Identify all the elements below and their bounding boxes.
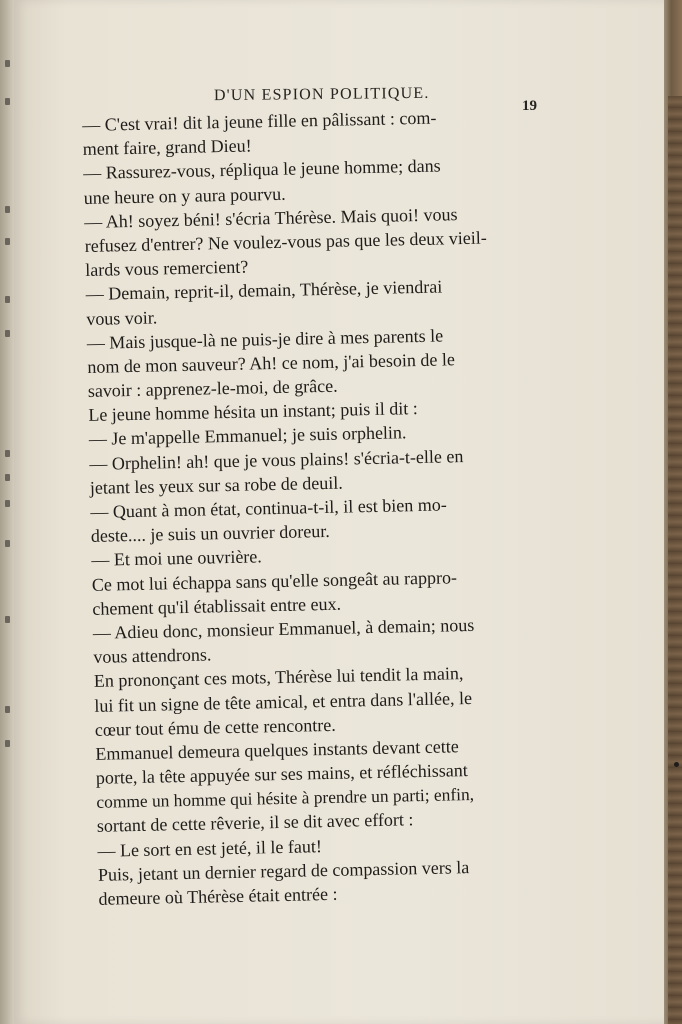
book-cover-edge bbox=[664, 0, 682, 1024]
text-line: demeure où Thérèse était entrée : bbox=[98, 883, 338, 909]
edge-mark bbox=[5, 450, 10, 457]
text-line: sortant de cette rêverie, il se dit avec effort : bbox=[96, 809, 414, 837]
text-line: — Le sort en est jeté, il le faut! bbox=[97, 835, 323, 861]
text-line: chement qu'il établissait entre eux. bbox=[92, 593, 342, 619]
text-line: savoir : apprenez-le-moi, de grâce. bbox=[87, 375, 338, 401]
edge-mark bbox=[5, 60, 10, 67]
page-number: 19 bbox=[522, 98, 537, 114]
text-line: cœur tout ému de cette rencontre. bbox=[94, 714, 336, 740]
edge-mark bbox=[5, 330, 10, 337]
text-line: une heure on y aura pourvu. bbox=[83, 183, 286, 208]
text-line: Le jeune homme hésita un instant; puis il dit : bbox=[88, 398, 418, 426]
edge-mark bbox=[5, 740, 10, 747]
text-line: — Mais jusque-là ne puis-je dire à mes parents le bbox=[86, 325, 444, 353]
ink-spot bbox=[674, 762, 679, 767]
text-line: Emmanuel demeura quelques instants devant cette bbox=[95, 736, 459, 764]
text-line: — Je m'appelle Emmanuel; je suis orphelin. bbox=[88, 422, 407, 450]
edge-mark bbox=[5, 616, 10, 623]
edge-mark bbox=[5, 206, 10, 213]
text-line: ment faire, grand Dieu! bbox=[82, 135, 252, 160]
text-line: porte, la tête appuyée sur ses mains, et réfléchissant bbox=[95, 760, 468, 788]
text-line: — Rassurez-vous, répliqua le jeune homme; dans bbox=[83, 155, 441, 184]
edge-mark bbox=[5, 98, 10, 105]
text-line: nom de mon sauveur? Ah! ce nom, j'ai besoin de le bbox=[87, 349, 456, 377]
text-line: — C'est vrai! dit la jeune fille en pâlissant : com- bbox=[82, 107, 437, 135]
edge-mark bbox=[5, 500, 10, 507]
edge-mark bbox=[5, 474, 10, 481]
text-line: lards vous remercient? bbox=[85, 256, 249, 281]
edge-mark bbox=[5, 706, 10, 713]
cover-texture bbox=[668, 96, 682, 1024]
edge-mark bbox=[5, 296, 10, 303]
text-line: — Orphelin! ah! que je vous plains! s'écria-t-elle en bbox=[89, 445, 464, 474]
text-line: jetant les yeux sur sa robe de deuil. bbox=[89, 472, 343, 498]
text-line: — Adieu donc, monsieur Emmanuel, à demain; nous bbox=[92, 614, 475, 643]
text-line: lui fit un signe de tête amical, et entra dans l'allée, le bbox=[94, 687, 473, 716]
text-line: Puis, jetant un dernier regard de compassion vers la bbox=[97, 856, 470, 885]
text-line: — Et moi une ouvrière. bbox=[91, 546, 263, 571]
text-line: — Ah! soyez béni! s'écria Thérèse. Mais quoi! vous bbox=[84, 203, 458, 232]
text-line: Ce mot lui échappa sans qu'elle songeât au rappro- bbox=[91, 566, 458, 595]
running-header: D'UN ESPION POLITIQUE. bbox=[213, 84, 430, 105]
body-text bbox=[82, 103, 571, 911]
text-line: En prononçant ces mots, Thérèse lui tendit la main, bbox=[93, 663, 464, 692]
text-line: refusez d'entrer? Ne voulez-vous pas que les deux vieil- bbox=[84, 227, 487, 256]
text-line: — Demain, reprit-il, demain, Thérèse, je viendrai bbox=[85, 276, 443, 305]
edge-mark bbox=[5, 238, 10, 245]
text-line: vous voir. bbox=[86, 306, 158, 329]
text-line: deste.... je suis un ouvrier doreur. bbox=[90, 521, 330, 547]
text-line: vous attendrons. bbox=[93, 644, 212, 668]
text-line: — Quant à mon état, continua-t-il, il est bien mo- bbox=[90, 494, 447, 522]
edge-mark bbox=[5, 540, 10, 547]
text-line: comme un homme qui hésite à prendre un parti; enfin, bbox=[96, 784, 475, 813]
